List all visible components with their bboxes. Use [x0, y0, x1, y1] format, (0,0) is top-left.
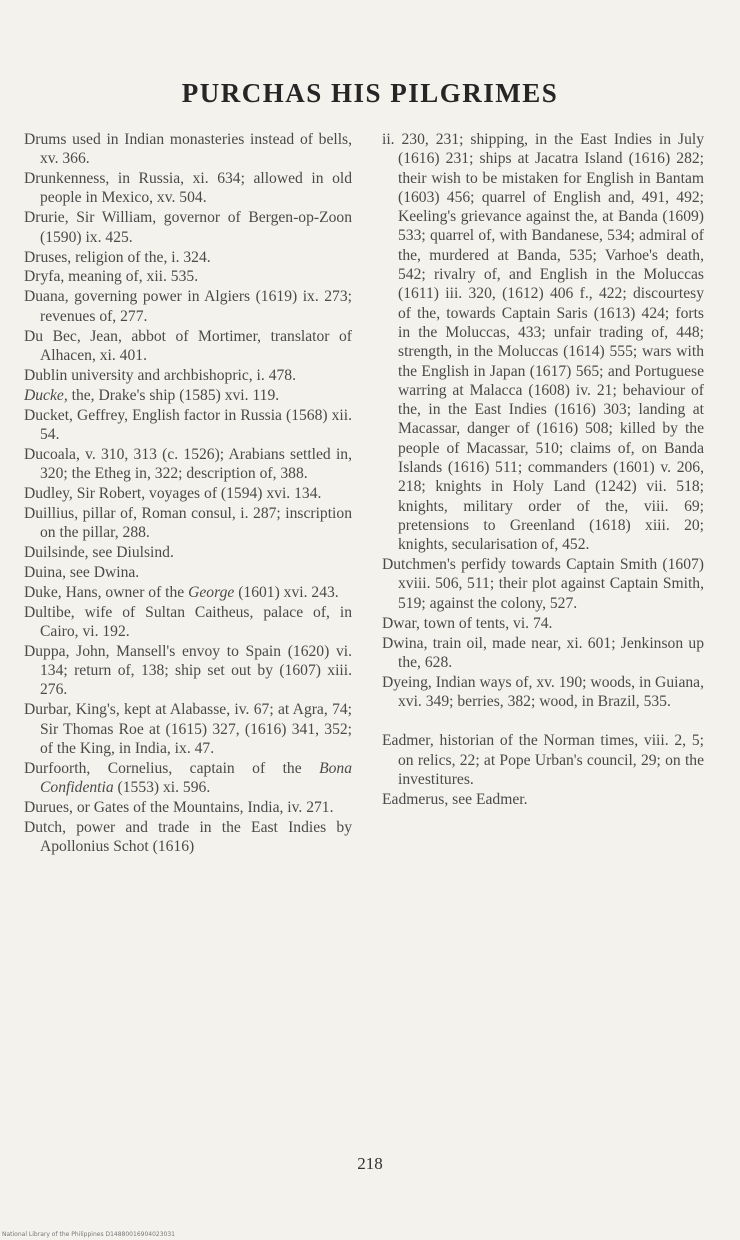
index-entry [24, 267, 352, 286]
index-entry [24, 642, 352, 700]
index-entry [24, 130, 352, 169]
index-entry [382, 790, 704, 809]
index-entry [24, 818, 352, 857]
page-number: 218 [357, 1154, 383, 1173]
entry-text: (1601) xvi. 243. [234, 583, 339, 601]
index-entry [24, 504, 352, 543]
scan-credit: National Library of the Philippines D14880016904023031 [2, 1231, 175, 1238]
entry-italic-text: Ducke, [24, 386, 68, 404]
index-entry [24, 603, 352, 642]
entry-text: Dudley, Sir Robert, voyages of (1594) xvi. 134. [24, 484, 322, 502]
entry-text: Dutchmen's perfidy towards Captain Smith (1607) xviii. 506, 511; their plot against Captain Smith, 519; against the colony, 527. [382, 556, 704, 612]
index-entry [24, 759, 352, 798]
entry-text: Duina, see Dwina. [24, 563, 140, 581]
entry-text: Duppa, John, Mansell's envoy to Spain (1620) vi. 134; return of, 138; ship set out by (1607) xiii. 276. [24, 642, 352, 699]
index-entry [24, 583, 352, 602]
entry-text: Duilsinde, see Diulsind. [24, 543, 174, 561]
index-entry [24, 445, 352, 484]
entry-italic-text: George [188, 583, 235, 601]
index-entry [24, 386, 352, 405]
index-entry [24, 287, 352, 326]
index-entry [24, 327, 352, 366]
index-entry [382, 555, 704, 613]
index-entry [382, 614, 704, 633]
entry-text: Ducoala, v. 310, 313 (c. 1526); Arabians settled in, 320; the Etheg in, 322; description of, 388. [24, 445, 352, 482]
entry-text: Eadmerus, see Eadmer. [382, 790, 528, 808]
entry-text: Drurie, Sir William, governor of Bergen-op-Zoon (1590) ix. 425. [24, 209, 352, 246]
entry-text: Duana, governing power in Algiers (1619) ix. 273; revenues of, 277. [24, 288, 352, 325]
entry-text: (1553) xi. 596. [113, 779, 211, 797]
index-entry [24, 700, 352, 758]
entry-text: Drums used in Indian monasteries instead of bells, xv. 366. [24, 131, 352, 168]
entry-text: Durfoorth, Cornelius, captain of the [24, 759, 320, 777]
entry-text: Eadmer, historian of the Norman times, viii. 2, 5; on relics, 22; at Pope Urban's council, 29; on the investitures. [382, 732, 704, 788]
index-column-left [24, 130, 352, 857]
entry-text: Drunkenness, in Russia, xi. 634; allowed in old people in Mexico, xv. 504. [24, 170, 352, 207]
index-entry [24, 484, 352, 503]
index-entry [24, 406, 352, 445]
entry-text: Durbar, King's, kept at Alabasse, iv. 67; at Agra, 74; Sir Thomas Roe at (1615) 327, (1616) 341, 352; of the King, in India, ix. 47. [24, 701, 352, 757]
index-entry [24, 208, 352, 247]
entry-text: Dwina, train oil, made near, xi. 601; Jenkinson up the, 628. [382, 634, 704, 671]
index-entry [382, 731, 704, 789]
index-entry [24, 543, 352, 562]
entry-italic-text: Bona Confidentia [40, 759, 352, 797]
entry-text: Dwar, town of tents, vi. 74. [382, 614, 553, 632]
entry-text: Du Bec, Jean, abbot of Mortimer, translator of Alhacen, xi. 401. [24, 327, 352, 364]
entry-text: Dutch, power and trade in the East Indies by Apollonius Schot (1616) [24, 818, 352, 856]
index-entry [382, 673, 704, 712]
entry-text: Dyeing, Indian ways of, xv. 190; woods, in Guiana, xvi. 349; berries, 382; wood, in Brazil, 535. [382, 673, 704, 710]
entry-text: Duke, Hans, owner of the [24, 583, 189, 601]
index-entry [24, 248, 352, 267]
entry-text: Ducket, Geffrey, English factor in Russia (1568) xii. 54. [24, 406, 352, 443]
index-entry [24, 169, 352, 208]
entry-text: Dryfa, meaning of, xii. 535. [24, 268, 199, 286]
index-entry [24, 798, 352, 817]
entry-text: Durues, or Gates of the Mountains, India, iv. 271. [24, 798, 334, 816]
index-entry [382, 130, 704, 555]
page-title: PURCHAS HIS PILGRIMES [181, 78, 559, 108]
index-entry [24, 563, 352, 582]
index-entry [382, 634, 704, 673]
entry-text: the, Drake's ship (1585) xvi. 119. [67, 386, 280, 404]
entry-text: Dublin university and archbishopric, i. 478. [24, 366, 296, 384]
entry-text: ii. 230, 231; shipping, in the East Indies in July (1616) 231; ships at Jacatra Island (1616) 282; their wish to be mistaken for English in Bantam (1603) 456; quarrel of English and, 491, 492; Keeling's grievance against the, at Banda (1609) 533; quarrel of, with Bandanese, 534; admiral of the, murdered at Banda, 535; Varhoe's death, 542; rivalry of, and English in the Moluccas (1611) iii. 320, (1612) 406 f., 422; discourtesy of the, towards Captain Saris (1613) 424; forts in the Moluccas, 433; unfair trading of, 448; strength, in the Moluccas (1614) 555; wars with the English in Japan (1617) 565; and Portuguese warring at Malacca (1608) iv. 21; behaviour of the, in the East Indies (1616) 303; landing at Macassar, danger of (1616) 508; killed by the people of Macassar, 510; claims of, on Banda Islands (1616) 511; commanders (1601) v. 206, 218; knights in Holy Land (1242) vii. 518; knights, military order of the, viii. 69; pretensions to Greenland (1618) xiii. 20; knights, secularisation of, 452. [382, 131, 704, 554]
entry-text: Dultibe, wife of Sultan Caitheus, palace of, in Cairo, vi. 192. [24, 603, 352, 640]
entry-text: Duillius, pillar of, Roman consul, i. 287; inscription on the pillar, 288. [24, 504, 352, 542]
entry-text: Druses, religion of the, i. 324. [24, 248, 211, 266]
index-column-right [382, 130, 704, 810]
index-entry [24, 366, 352, 385]
